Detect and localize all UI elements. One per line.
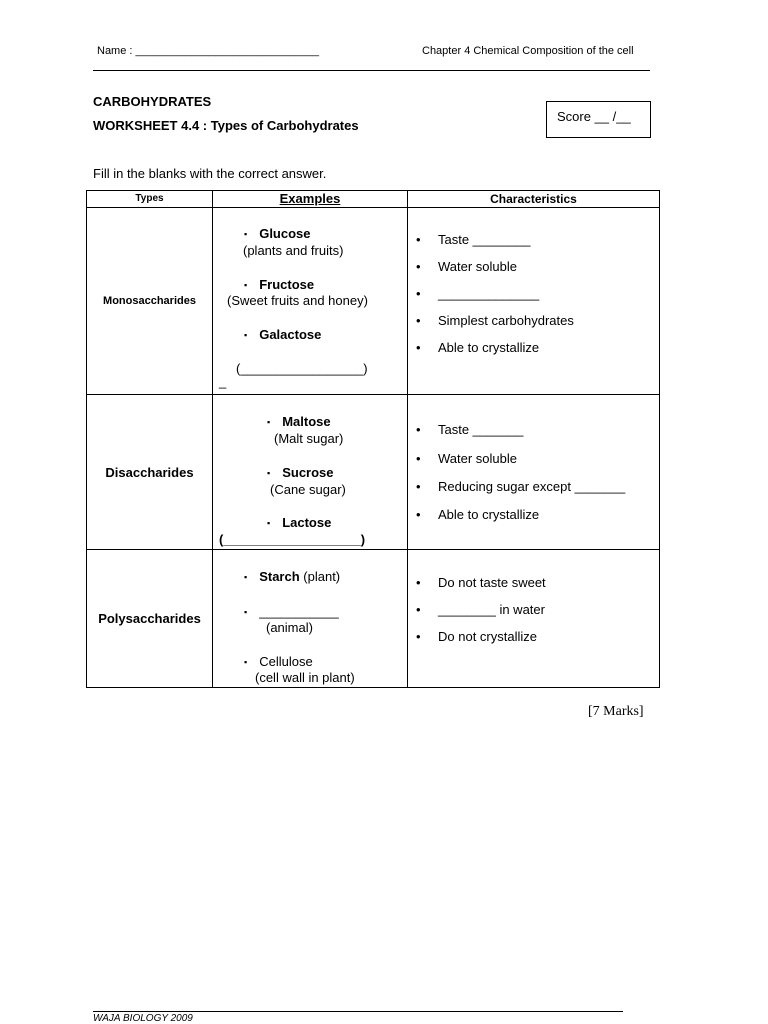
type-cell: Polysaccharides: [87, 550, 213, 688]
list-item: • Able to crystallize: [408, 340, 659, 355]
blank-answer: ___________: [259, 604, 339, 619]
square-bullet-icon: ▪: [244, 657, 248, 667]
examples-cell: [213, 208, 408, 395]
example-note: (Sweet fruits and honey): [227, 293, 368, 308]
list-item: ▪ Starch (plant): [244, 569, 341, 584]
list-item: • ______________: [408, 286, 659, 301]
characteristics-cell: [408, 208, 660, 395]
list-item: • Do not crystallize: [408, 629, 659, 644]
blank-answer: _: [219, 374, 227, 389]
type-cell: Monosaccharides: [87, 208, 213, 395]
example-note: (cell wall in plant): [255, 670, 355, 685]
list-item: • Able to crystallize: [408, 507, 659, 522]
list-item: [244, 604, 339, 619]
list-item: • Taste _______: [408, 422, 659, 437]
blank-answer: (___________________): [219, 532, 366, 547]
list-item: ▪ Fructose: [244, 277, 315, 292]
example-note: (animal): [266, 620, 313, 635]
instruction-text: Fill in the blanks with the correct answer.: [93, 166, 327, 181]
examples-cell: [213, 395, 408, 550]
examples-cell: [213, 550, 408, 688]
square-bullet-icon: ▪: [244, 607, 248, 617]
square-bullet-icon: ▪: [244, 229, 248, 239]
square-bullet-icon: ▪: [267, 417, 271, 427]
table-row-polysaccharides: [87, 550, 660, 688]
table-row-disaccharides: [87, 395, 660, 550]
example-note: (Malt sugar): [274, 431, 344, 446]
list-item: ▪ Cellulose: [244, 654, 313, 669]
list-item: • Water soluble: [408, 451, 659, 466]
table-row-monosaccharides: [87, 208, 660, 395]
square-bullet-icon: ▪: [244, 280, 248, 290]
list-item: ▪ Glucose: [244, 226, 311, 241]
square-bullet-icon: ▪: [267, 518, 271, 528]
list-item: ▪ Maltose: [267, 414, 331, 429]
carbohydrate-types-table: [86, 190, 660, 688]
marks-label: [7 Marks]: [588, 704, 644, 719]
header-types: Types: [87, 191, 213, 208]
list-item: • Water soluble: [408, 259, 659, 274]
header-divider: [93, 70, 650, 71]
footer-divider: [93, 1011, 623, 1012]
list-item: • Simplest carbohydrates: [408, 313, 659, 328]
name-field-label: Name : ______________________________: [97, 45, 320, 57]
section-title: CARBOHYDRATES: [93, 94, 212, 109]
worksheet-title: WORKSHEET 4.4 : Types of Carbohydrates: [93, 118, 359, 133]
header-characteristics: Characteristics: [408, 191, 660, 208]
characteristics-cell: [408, 395, 660, 550]
square-bullet-icon: ▪: [244, 330, 248, 340]
header-examples: Examples: [213, 191, 408, 208]
list-item: ▪ Galactose: [244, 327, 322, 342]
blank-answer: (_________________): [236, 361, 368, 376]
type-cell: Disaccharides: [87, 395, 213, 550]
list-item: • Taste ________: [408, 232, 659, 247]
score-box: Score __ /__: [546, 101, 651, 138]
list-item: ▪ Sucrose: [267, 465, 334, 480]
table-header-row: [87, 191, 660, 208]
square-bullet-icon: ▪: [244, 572, 248, 582]
footer-text: WAJA BIOLOGY 2009: [93, 1013, 193, 1024]
list-item: • Do not taste sweet: [408, 575, 659, 590]
square-bullet-icon: ▪: [267, 468, 271, 478]
example-note: (Cane sugar): [270, 482, 346, 497]
chapter-title: Chapter 4 Chemical Composition of the cell: [422, 45, 634, 57]
list-item: • ________ in water: [408, 602, 659, 617]
example-note: (plants and fruits): [243, 243, 344, 258]
characteristics-cell: [408, 550, 660, 688]
list-item: • Reducing sugar except _______: [408, 479, 659, 494]
list-item: ▪ Lactose: [267, 515, 332, 530]
